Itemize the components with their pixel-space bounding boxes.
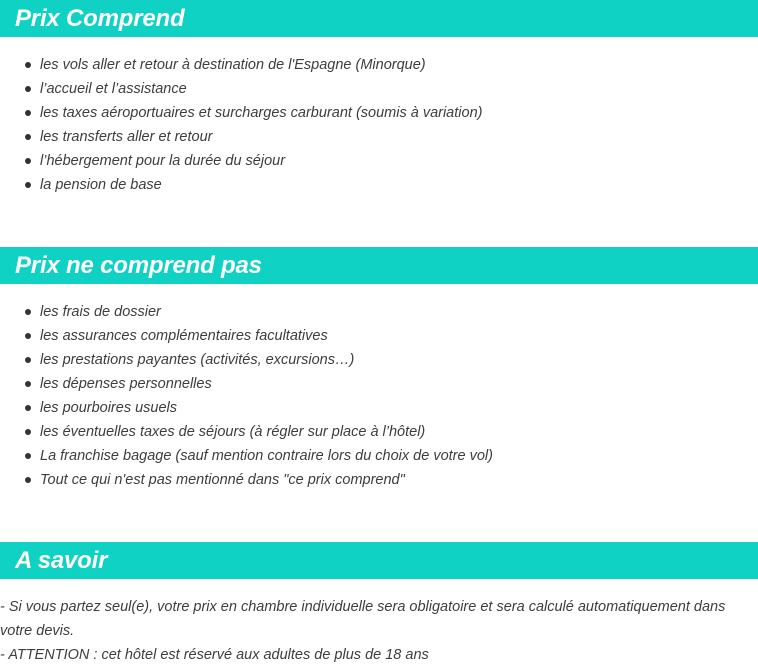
bullet-icon <box>25 381 31 387</box>
list-item: les prestations payantes (activités, excursions…) <box>0 348 758 372</box>
section-title: Prix Comprend <box>15 5 185 32</box>
bullet-icon <box>25 309 31 315</box>
note-single-room: - Si vous partez seul(e), votre prix en chambre individuelle sera obligatoire et sera calculé automatiquement dans votre devis. <box>0 599 726 639</box>
bullet-icon <box>25 357 31 363</box>
section-header-prix-ne-comprend-pas <box>0 247 758 284</box>
bullet-icon <box>25 477 31 483</box>
excluded-list <box>0 300 758 492</box>
list-item: les assurances complémentaires facultatives <box>0 324 758 348</box>
list-item: les éventuelles taxes de séjours (à régler sur place à l’hôtel) <box>0 420 758 444</box>
list-item: les vols aller et retour à destination de l'Espagne (Minorque) <box>0 53 758 77</box>
list-item: Tout ce qui n'est pas mentionné dans "ce prix comprend" <box>0 468 758 492</box>
section-a-savoir <box>0 542 758 667</box>
bullet-icon <box>25 134 31 140</box>
bullet-icon <box>25 86 31 92</box>
bullet-icon <box>25 110 31 116</box>
info-notes <box>0 595 758 667</box>
bullet-icon <box>25 62 31 68</box>
bullet-icon <box>25 158 31 164</box>
note-adults-only: - ATTENTION : cet hôtel est réservé aux adultes de plus de 18 ans <box>0 647 429 663</box>
list-item: l’accueil et l’assistance <box>0 77 758 101</box>
section-header-a-savoir <box>0 542 758 579</box>
list-item: les dépenses personnelles <box>0 372 758 396</box>
list-item: les frais de dossier <box>0 300 758 324</box>
section-prix-comprend <box>0 0 758 197</box>
list-item: les pourboires usuels <box>0 396 758 420</box>
bullet-icon <box>25 333 31 339</box>
included-list <box>0 53 758 197</box>
bullet-icon <box>25 405 31 411</box>
list-item: l’hébergement pour la durée du séjour <box>0 149 758 173</box>
list-item: les taxes aéroportuaires et surcharges carburant (soumis à variation) <box>0 101 758 125</box>
section-title: A savoir <box>15 547 108 574</box>
bullet-icon <box>25 429 31 435</box>
bullet-icon <box>25 182 31 188</box>
section-header-prix-comprend <box>0 0 758 37</box>
section-prix-ne-comprend-pas <box>0 247 758 492</box>
list-item: La franchise bagage (sauf mention contraire lors du choix de votre vol) <box>0 444 758 468</box>
bullet-icon <box>25 453 31 459</box>
list-item: les transferts aller et retour <box>0 125 758 149</box>
section-title: Prix ne comprend pas <box>15 252 262 279</box>
list-item: la pension de base <box>0 173 758 197</box>
